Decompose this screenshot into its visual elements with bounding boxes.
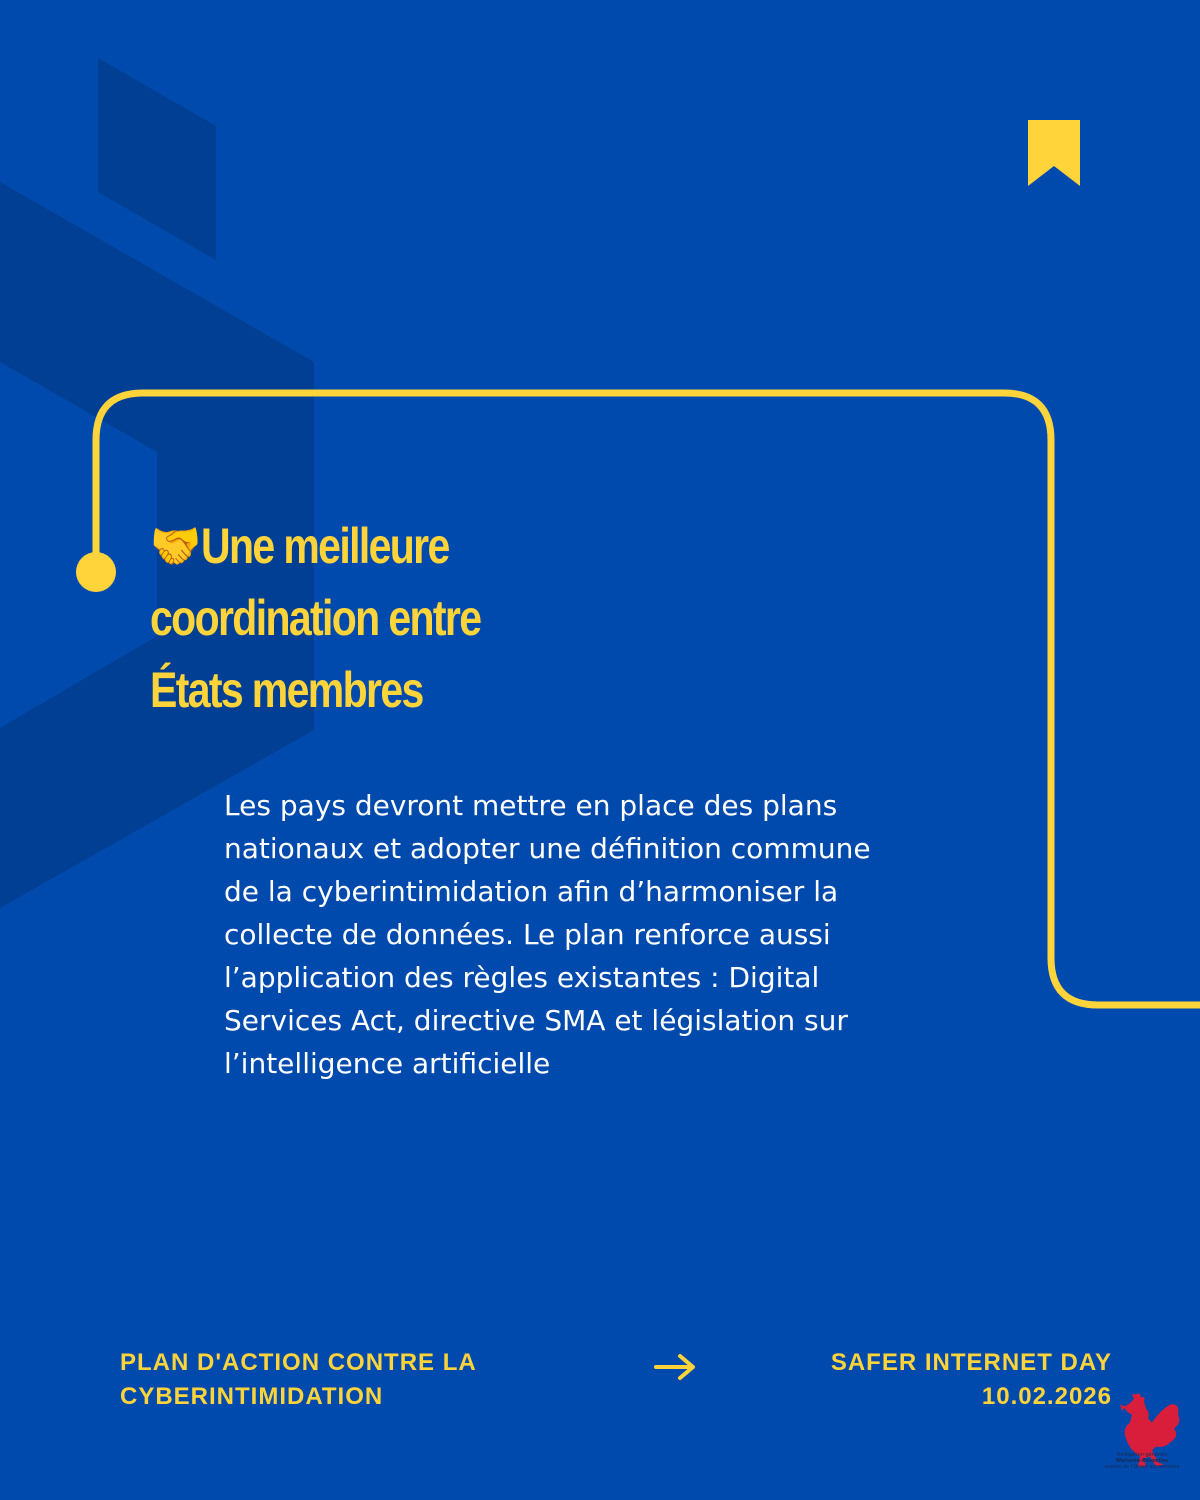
- body-line: nationaux et adopter une définition commune: [224, 832, 871, 865]
- logo-caption: Délégation générale Wallonie-Bruxelles auprès de l'Union européenne: [1104, 1452, 1180, 1470]
- footer-topic: PLAN D'ACTION CONTRE LA CYBERINTIMIDATION: [120, 1349, 477, 1410]
- rooster-logo-icon: [1100, 1375, 1184, 1490]
- heading: [150, 510, 576, 726]
- heading-line-3: États membres: [150, 662, 423, 718]
- body-paragraph: [224, 784, 984, 1085]
- heading-line-2: coordination entre: [150, 590, 481, 646]
- arrow-right-icon: [654, 1352, 698, 1382]
- body-line: Les pays devront mettre en place des plans: [224, 789, 838, 822]
- handshake-icon: 🤝: [150, 518, 200, 574]
- footer-event: SAFER INTERNET DAY 10.02.2026: [830, 1349, 1112, 1410]
- body-line: collecte de données. Le plan renforce aussi: [224, 918, 831, 951]
- heading-line-1: 🤝Une meilleure: [150, 510, 576, 582]
- body-line: l’application des règles existantes : Digital: [224, 961, 820, 994]
- body-line: Services Act, directive SMA et législation sur: [224, 1004, 848, 1037]
- body-line: l’intelligence artificielle: [224, 1047, 551, 1080]
- frame-dot: [76, 552, 116, 592]
- body-line: de la cyberintimidation afin d’harmoniser la: [224, 875, 839, 908]
